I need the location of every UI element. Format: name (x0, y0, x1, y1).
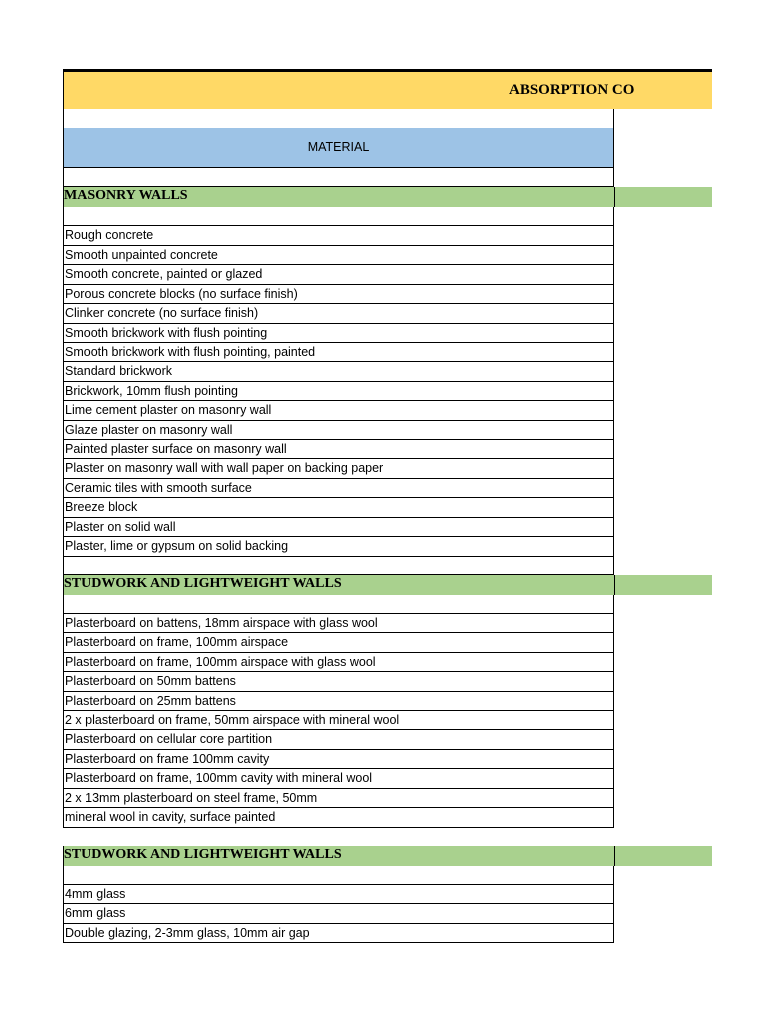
material-row: Smooth unpainted concrete (63, 246, 614, 265)
material-row: 4mm glass (63, 885, 614, 904)
section-heading: MASONRY WALLS (64, 188, 188, 203)
material-row: mineral wool in cavity, surface painted (63, 808, 614, 828)
empty-row (63, 557, 614, 575)
material-row: Standard brickwork (63, 362, 614, 382)
empty-row (63, 866, 614, 885)
section-heading: STUDWORK AND LIGHTWEIGHT WALLS (64, 847, 342, 862)
material-row: Plasterboard on frame 100mm cavity (63, 750, 614, 769)
section-heading: STUDWORK AND LIGHTWEIGHT WALLS (64, 576, 342, 591)
material-row: Plaster on masonry wall with wall paper on backing paper (63, 459, 614, 479)
material-row: Plasterboard on cellular core partition (63, 730, 614, 750)
material-row: Plasterboard on 25mm battens (63, 692, 614, 711)
section-header-studwork-walls (63, 575, 712, 595)
material-row: 2 x plasterboard on frame, 50mm airspace with mineral wool (63, 711, 614, 730)
empty-row (63, 595, 614, 614)
material-row: Plasterboard on 50mm battens (63, 672, 614, 692)
empty-row (63, 168, 614, 187)
material-row: Porous concrete blocks (no surface finish) (63, 285, 614, 304)
material-row: Plaster on solid wall (63, 518, 614, 537)
section-header-glazing (63, 846, 712, 866)
material-row: Smooth concrete, painted or glazed (63, 265, 614, 285)
sheet-title: ABSORPTION CO (509, 82, 635, 98)
material-row: Plasterboard on frame, 100mm cavity with mineral wool (63, 769, 614, 789)
material-row: Lime cement plaster on masonry wall (63, 401, 614, 421)
material-row: Double glazing, 2-3mm glass, 10mm air gap (63, 924, 614, 943)
empty-row (63, 207, 614, 226)
material-row: Painted plaster surface on masonry wall (63, 440, 614, 459)
material-row: Clinker concrete (no surface finish) (63, 304, 614, 324)
material-row: Smooth brickwork with flush pointing, painted (63, 343, 614, 362)
material-row: Smooth brickwork with flush pointing (63, 324, 614, 343)
material-column-header: MATERIAL (63, 128, 614, 168)
material-row: Plasterboard on frame, 100mm airspace with glass wool (63, 653, 614, 672)
title-band (63, 69, 712, 109)
material-row: Glaze plaster on masonry wall (63, 421, 614, 440)
material-row: 6mm glass (63, 904, 614, 924)
material-row: Rough concrete (63, 226, 614, 246)
empty-row (63, 109, 614, 129)
material-row: Plasterboard on battens, 18mm airspace with glass wool (63, 614, 614, 633)
section-header-masonry-walls (63, 187, 712, 207)
material-row: Plaster, lime or gypsum on solid backing (63, 537, 614, 557)
material-row: Breeze block (63, 498, 614, 518)
material-row: Plasterboard on frame, 100mm airspace (63, 633, 614, 653)
material-row: Brickwork, 10mm flush pointing (63, 382, 614, 401)
material-row: Ceramic tiles with smooth surface (63, 479, 614, 498)
material-row: 2 x 13mm plasterboard on steel frame, 50mm (63, 789, 614, 808)
